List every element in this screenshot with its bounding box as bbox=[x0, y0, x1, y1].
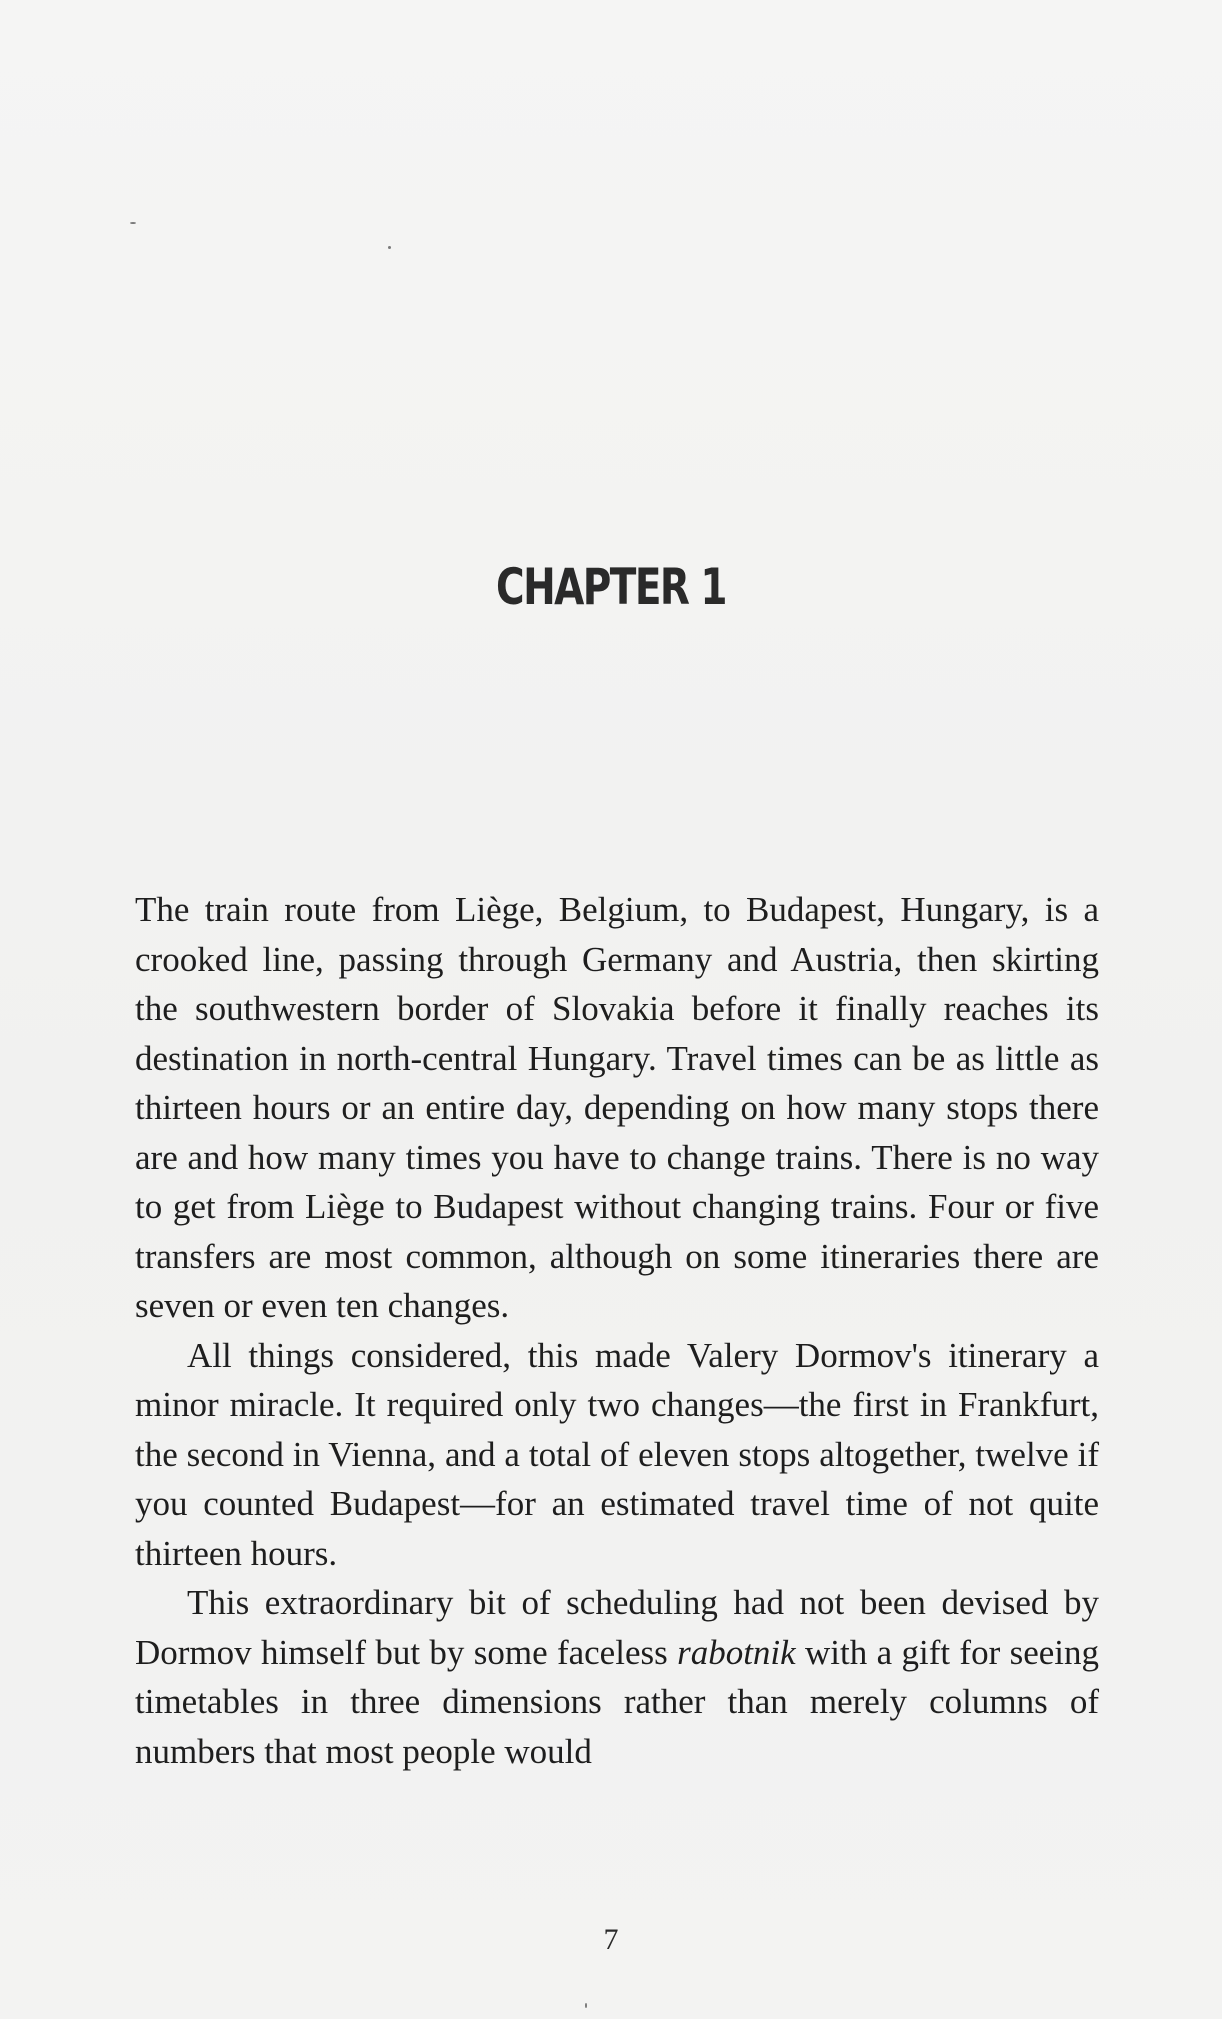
paragraph-3-text-end: with a gift for seeing timetables in three dimensions rather than merely columns of numbers that most people would bbox=[135, 1632, 1099, 1771]
print-speck bbox=[388, 246, 391, 249]
chapter-title: CHAPTER 1 bbox=[496, 557, 726, 616]
italic-word: rabotnik bbox=[677, 1632, 796, 1672]
print-speck bbox=[585, 2003, 587, 2008]
paragraph-3-text-start: This extraordinary bit of scheduling had not been devised by Dormov himself but by some faceless bbox=[135, 1583, 1099, 1672]
print-speck bbox=[130, 222, 136, 224]
paragraph-3 bbox=[135, 1578, 1099, 1776]
page-number: 7 bbox=[603, 1923, 619, 1956]
paragraph-1: The train route from Liège, Belgium, to Budapest, Hungary, is a crooked line, passing through Germany and Austria, then skirting the southwestern border of Slovakia before it finally reaches its destination in north-central Hungary. Travel times can be as little as thirteen hours or an entire day, depending on how many stops there are and how many times you have to change trains. There is no way to get from Liège to Budapest without changing trains. Four or five transfers are most common, although on some itineraries there are seven or even ten changes. bbox=[135, 890, 1099, 1325]
body-text bbox=[135, 885, 1099, 1776]
paragraph-2: All things considered, this made Valery Dormov's itinerary a minor miracle. It required only two changes—the first in Frankfurt, the second in Vienna, and a total of eleven stops altogether, twelve if you counted Budapest—for an estimated travel time of not quite thirteen hours. bbox=[135, 1335, 1099, 1573]
